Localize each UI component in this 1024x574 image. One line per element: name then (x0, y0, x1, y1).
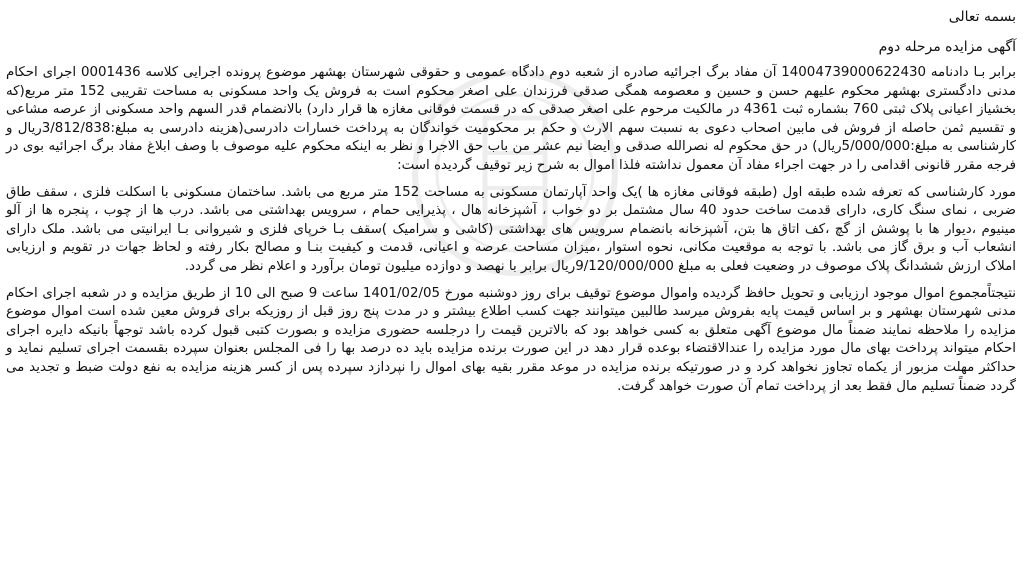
basmala-heading: بسمه تعالی (948, 9, 1016, 25)
paragraph-auction-terms: نتیجتاًمجموع اموال موجود ارزیابی و تحویل حافظ گردیده واموال موضوع توقیف برای روز دوشنبه مورخ 1401/02/05 ساعت 9 صبح الی 10 از طریق مزایده و در شعبه اجرای احکام مدنی شهرستان بهشهر و بر اساس قیمت پایه بفروش میرسد طالبین میتوانند جهت کسب اطلاع بیشتر و در مدت پنج روز قبل از روزیکه برای فروش معین شده است اموال موضوع مزایده را ملاحظه نمایند ضمناً مال موضوع آگهی متعلق به کسی خواهد بود که بالاترین قیمت را درجلسه حضوری مزایده و بصورت کتبی قبول کرده باشد توجهاً بانیکه دایره اجرای احکام میتواند پرداخت بهای مال مورد مزایده را عندالاقتضاء بوعده قرار دهد در این صورت برنده مزایده باید ده درصد بها را فی المجلس بعنوان سپرده بقسمت اجرای تسلیم نماید و حداکثر مهلت مزبور از یکماه تجاوز نخواهد کرد و در صورتیکه برنده مزایده در موعد مقرر بقیه بهای اموال را نپردازد سپرده پس از کسر هزینه مزایده به نفع دولت ضبط و تجدید می گردد ضمناً تسلیم مال فقط بعد از پرداخت تمام آن صورت خواهد گرفت. (6, 285, 1016, 394)
paragraph-judgment: برابر بـا دادنامه 14004739000622430 آن مفاد برگ اجرائیه صادره از شعبه دوم دادگاه عمومی و حقوقی شهرستان بهشهر موضوع پرونده اجرایی کلاسه 0001436 اجرای احکام مدنی دادگستری بهشهر محکوم علیهم حسن و حسین و معصومه همگی صدقی فرزندان علی اصغر محکوم است به فروش یک واحد مسکونی به مساحت تقریبی 152 متر مربع(که بخشیاز اعیانی پلاک ثبتی 760 بشماره ثبت 4361 در مالکیت مرحوم علی اصغر صدقی که در قسمت فوقانی مغازه ها قرار دارد) بالانضمام قدر السهم واحد مسکونی از عرصه مشاعی و تقسیم ثمن حاصله از فروش فی مابین اصحاب دعوی به نسبت سهم الارث و حکم بر محکومیت خواندگان به پرداخت خسارات دادرسی(هزینه دادرسی به مبلغ:3/812/838ریال و کارشناسی به مبلغ:5/000/000ریال) در حق محکوم له نصرالله صدقی و ایضا نیم عشر من باب حق الاجرا و نظر به اینکه محکوم علیه موصوف با وصف ابلاغ مفاد برگ اجرائیه بوی در فرجه مقرر قانونی اقدامی را در جهت اجراء مفاد آن معمول نداشته فلذا اموال به شرح زیر توقیف گردیده است: (6, 65, 1016, 173)
notice-title: آگهی مزایده مرحله دوم (878, 39, 1016, 55)
auction-notice-document (6, 4, 1016, 570)
paragraph-property-description: مورد کارشناسی که تعرفه شده طبقه اول (طبقه فوقانی مغازه ها )یک واحد آپارتمان مسکونی به مساحت 152 متر مربع می باشد. ساختمان مسکونی با اسکلت فلزی ، سقف طاق ضربی ، نمای سنگ کاری، دارای قدمت ساخت حدود 40 سال مشتمل بر دو خواب ، آشپزخانه هال ، پذیرایی حمام ، سرویس بهداشتی می باشد. درب ها از چوب ، پنجره ها از آلو مینیوم ،دیوار ها با پوشش از گچ ،کف اتاق ها بتن، آشپزخانه بانضمام سرویس های بهداشتی (کاشی و سرامیک )سقف بـا خرپای فلزی و شیروانی بـا ایرانیتی می باشد. ملک دارای انشعاب آب و برق گاز می باشد. با توجه به موقعیت مکانی، نحوه استوار ،میزان مساحت عرصه و اعیانی، قدمت و کیفیت بنـا و مصالح بکار رفته و لحاظ جهات در تقویم و ارزیابی املاک ارزش ششدانگ پلاک موصوف در وضعیت فعلی به مبلغ 9/120/000/000ریال برابر با نهصد و دوازده میلیون تومان برآورد و اعلام نظر می گردد. (6, 184, 1017, 274)
